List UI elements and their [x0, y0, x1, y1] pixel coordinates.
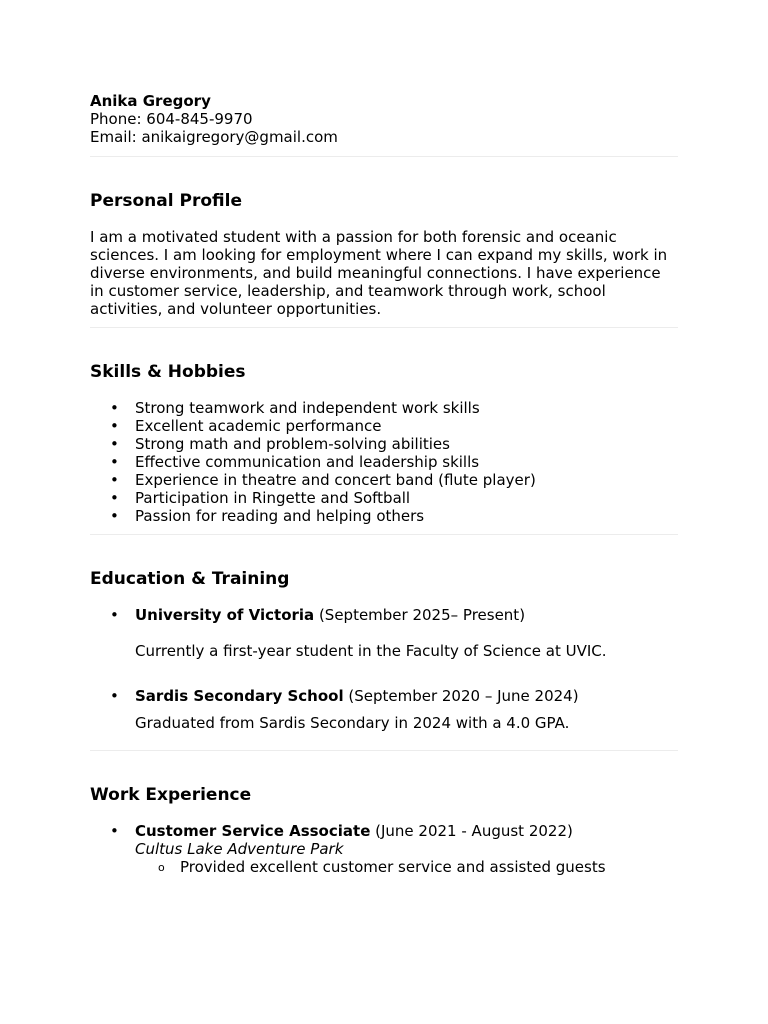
list-item: • Participation in Ringette and Softball	[90, 489, 678, 507]
school-dates: (September 2025– Present)	[314, 606, 526, 624]
skills-heading: Skills & Hobbies	[90, 362, 246, 382]
section-divider	[90, 750, 678, 751]
profile-heading: Personal Profile	[90, 191, 242, 211]
contact-phone: Phone: 604-845-9970	[90, 110, 253, 128]
contact-name: Anika Gregory	[90, 92, 211, 110]
skills-list	[90, 399, 678, 525]
job-dates: (June 2021 - August 2022)	[370, 822, 573, 840]
education-item	[90, 606, 678, 660]
list-item: • Passion for reading and helping others	[90, 507, 678, 525]
duties-list	[135, 858, 678, 876]
section-divider	[90, 327, 678, 328]
school-name: Sardis Secondary School	[135, 687, 344, 705]
contact-block	[90, 92, 678, 146]
resume-document	[90, 92, 678, 876]
work-list	[90, 822, 678, 876]
work-heading: Work Experience	[90, 785, 252, 805]
list-item: • Strong math and problem-solving abilities	[90, 435, 678, 453]
profile-text: I am a motivated student with a passion for both forensic and oceanic sciences. I am looking for employment where I can expand my skills, work in diverse environments, and build meaningful connections. I have experience in customer service, leadership, and teamwork through work, school activities, and volunteer opportunities.	[90, 228, 668, 318]
duty-item: o Provided excellent customer service and assisted guests	[135, 858, 678, 876]
contact-email: Email: anikaigregory@gmail.com	[90, 128, 338, 146]
employer-name: Cultus Lake Adventure Park	[135, 840, 344, 858]
school-description: Currently a first-year student in the Faculty of Science at UVIC.	[135, 642, 607, 660]
list-item: • Experience in theatre and concert band (flute player)	[90, 471, 678, 489]
section-divider	[90, 534, 678, 535]
work-item	[90, 822, 678, 876]
school-description: Graduated from Sardis Secondary in 2024 with a 4.0 GPA.	[135, 714, 570, 732]
school-name: University of Victoria	[135, 606, 315, 624]
education-item	[90, 687, 678, 732]
education-heading: Education & Training	[90, 569, 290, 589]
list-item: • Excellent academic performance	[90, 417, 678, 435]
job-title: Customer Service Associate	[135, 822, 371, 840]
list-item: • Effective communication and leadership skills	[90, 453, 678, 471]
list-item: • Strong teamwork and independent work skills	[90, 399, 678, 417]
section-divider	[90, 156, 678, 157]
education-list	[90, 606, 678, 732]
school-dates: (September 2020 – June 2024)	[343, 687, 579, 705]
